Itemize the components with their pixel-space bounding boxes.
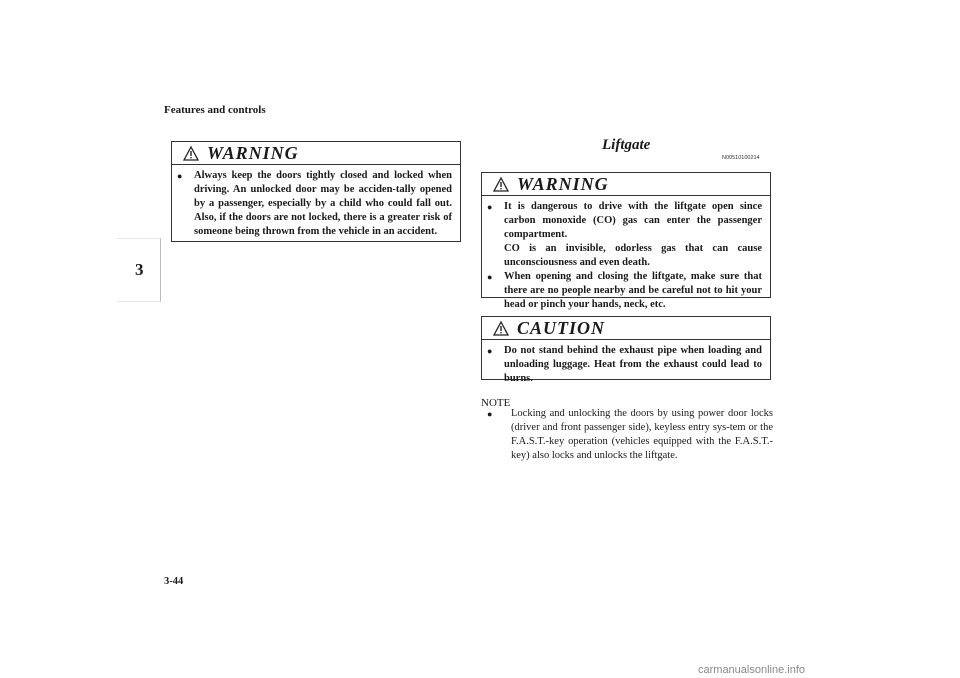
- warning-item: [172, 169, 460, 239]
- section-title: Liftgate: [602, 137, 651, 153]
- note-label: NOTE: [481, 397, 511, 409]
- caution-box-title: [482, 317, 770, 340]
- warning-label: WARNING: [517, 173, 609, 194]
- bullet-dot-icon: ●: [487, 409, 493, 419]
- bullet-dot-icon: ●: [177, 171, 183, 181]
- note-item-text: Locking and unlocking the doors by using power door locks (driver and front passenger side), keyless entry sys-tem or the F.A.S.T.-key operation (vehicles equipped with the F.A.S.T.-key) also locks and unlocks the liftgate.: [511, 408, 773, 461]
- warning-triangle-icon: [183, 146, 199, 161]
- caution-label: CAUTION: [517, 317, 606, 338]
- warning-box-door-lock: [171, 141, 461, 242]
- bullet-dot-icon: ●: [487, 346, 493, 356]
- warning-item-text: When opening and closing the liftgate, make sure that there are no people nearby and be careful not to hit your head or pinch your hands, neck, etc.: [504, 271, 762, 310]
- section-header: Features and controls: [164, 104, 266, 116]
- warning-triangle-icon: [493, 177, 509, 192]
- note-item: [481, 407, 773, 463]
- warning-triangle-icon: [493, 321, 509, 336]
- warning-item-text: It is dangerous to drive with the liftgate open since carbon monoxide (CO) gas can enter the passenger compartment.: [504, 201, 762, 240]
- warning-item-text: Always keep the doors tightly closed and locked when driving. An unlocked door may be acciden-tally opened by a passenger, especially by a child who could fall out. Also, if the doors are not locked, there is a greater risk of someone being thrown from the vehicle in an accident.: [194, 170, 452, 237]
- warning-item: [482, 200, 770, 270]
- chapter-number: 3: [135, 260, 144, 279]
- warning-box-title: [172, 142, 460, 165]
- watermark-link[interactable]: carmanualsonline.info: [698, 664, 806, 676]
- warning-box-liftgate: [481, 172, 771, 310]
- page-number: 3-44: [164, 576, 184, 587]
- section-code: N00510100214: [722, 155, 760, 161]
- caution-box: [481, 316, 771, 384]
- chapter-tab: [117, 238, 161, 302]
- bullet-dot-icon: ●: [487, 272, 493, 282]
- caution-item-text: Do not stand behind the exhaust pipe when loading and unloading luggage. Heat from the exhaust could lead to burns.: [504, 345, 762, 384]
- warning-item: [482, 270, 770, 312]
- warning-item-body: [504, 200, 762, 270]
- warning-box-title: [482, 173, 770, 196]
- bullet-dot-icon: ●: [487, 202, 493, 212]
- caution-item: [482, 344, 770, 386]
- warning-label: WARNING: [207, 142, 299, 163]
- warning-item-text-continued: CO is an invisible, odorless gas that can cause unconsciousness and even death.: [504, 243, 762, 268]
